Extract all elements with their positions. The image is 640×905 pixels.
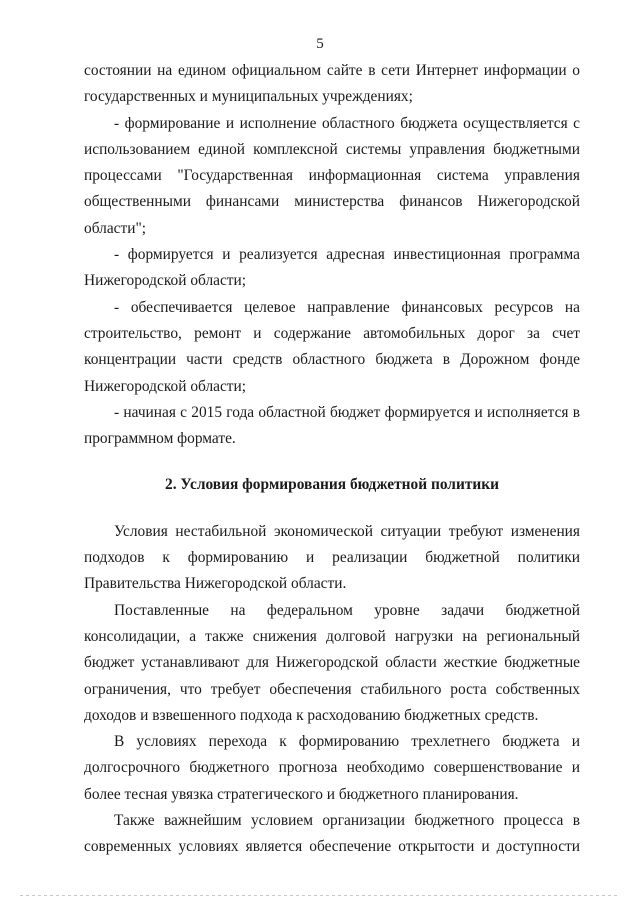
paragraph-line: Правительства Нижегородской области. xyxy=(84,575,347,593)
paragraph-line: долгосрочного бюджетного прогноза необходимо совершенствование и xyxy=(84,759,580,777)
list-item-line: - формирование и исполнение областного бюджета осуществляется с xyxy=(114,114,580,132)
paragraph-line: современных условиях является обеспечение открытости и доступности xyxy=(84,838,580,856)
list-item-line: Нижегородской области; xyxy=(84,377,247,395)
paragraph-line: доходов и взвешенного подхода к расходованию бюджетных средств. xyxy=(84,706,539,724)
paragraph-line: Условия нестабильной экономической ситуации требуют изменения xyxy=(114,522,580,540)
page-bottom-rule xyxy=(20,895,620,896)
paragraph-line: консолидации, а также снижения долговой нагрузки на региональный xyxy=(84,627,580,645)
list-item-line: использованием единой комплексной системы управления бюджетными xyxy=(84,140,580,158)
section-heading: 2. Условия формирования бюджетной политики xyxy=(165,476,499,494)
paragraph-line: подходов к формированию и реализации бюджетной политики xyxy=(84,549,580,567)
paragraph-line: состоянии на едином официальном сайте в сети Интернет информации о xyxy=(84,62,580,79)
paragraph-line: бюджет устанавливают для Нижегородской области жесткие бюджетные xyxy=(84,654,580,672)
paragraph-line: ограничения, что требует обеспечения стабильного роста собственных xyxy=(84,680,580,698)
page-number: 5 xyxy=(316,36,324,52)
list-item-line: - обеспечивается целевое направление финансовых ресурсов на xyxy=(114,298,580,316)
list-item-line: процессами "Государственная информационная система управления xyxy=(84,167,580,185)
list-item-line: области"; xyxy=(84,219,147,237)
paragraph-line: В условиях перехода к формированию трехлетнего бюджета и xyxy=(114,733,580,751)
list-item-line: программном формате. xyxy=(84,430,236,448)
list-item-line: Нижегородской области; xyxy=(84,272,247,290)
list-item-line: - начиная с 2015 года областной бюджет формируется и исполняется в xyxy=(114,403,580,421)
paragraph-line: Поставленные на федеральном уровне задачи бюджетной xyxy=(114,601,580,619)
paragraph-line: государственных и муниципальных учреждениях; xyxy=(84,88,413,106)
list-item-line: строительство, ремонт и содержание автомобильных дорог за счет xyxy=(84,324,580,342)
paragraph-line: Также важнейшим условием организации бюджетного процесса в xyxy=(114,812,580,830)
list-item-line: - формируется и реализуется адресная инвестиционная программа xyxy=(114,246,580,264)
paragraph-line: более тесная увязка стратегического и бюджетного планирования. xyxy=(84,785,519,803)
list-item-line: концентрации части средств областного бюджета в Дорожном фонде xyxy=(84,351,580,369)
list-item-line: общественными финансами министерства финансов Нижегородской xyxy=(84,193,580,211)
document-body xyxy=(84,58,580,861)
